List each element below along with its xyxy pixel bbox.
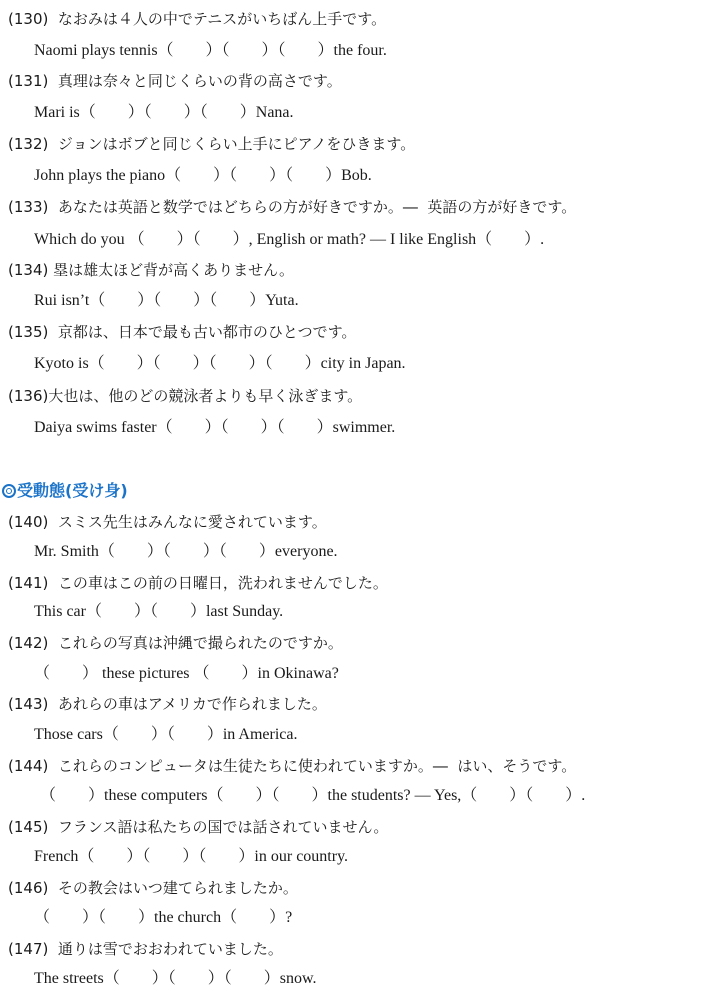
question-en-146: （ ）（ ）the church（ ）? bbox=[34, 909, 293, 926]
question-en-145: French（ ）（ ）（ ）in our country. bbox=[34, 848, 349, 865]
double-circle-icon bbox=[2, 484, 16, 498]
question-jp-140 bbox=[8, 512, 327, 532]
question-text: 真理は奈々と同じくらいの背の高さです。 bbox=[57, 72, 342, 90]
question-en-143: Those cars（ ）（ ）in America. bbox=[34, 726, 298, 743]
question-jp-134 bbox=[8, 260, 294, 280]
question-jp-132 bbox=[8, 134, 415, 154]
question-jp-146 bbox=[8, 878, 298, 898]
question-number: (136) bbox=[8, 387, 49, 405]
question-text: フランス語は私たちの国では話されていません。 bbox=[57, 818, 389, 836]
question-en-131: Mari is（ ）（ ）（ ）Nana. bbox=[34, 104, 294, 121]
question-en-144: （ ）these computers（ ）（ ）the students? ― Yes,（ ）（ ）. bbox=[40, 787, 586, 804]
question-text: 通りは雪でおおわれていました。 bbox=[57, 940, 283, 958]
question-number: (143) bbox=[8, 695, 49, 713]
question-jp-142 bbox=[8, 633, 343, 653]
question-jp-144 bbox=[8, 756, 576, 776]
question-en-133: Which do you （ ）（ ）, English or math? ― I like English（ ）. bbox=[34, 231, 545, 248]
question-number: (142) bbox=[8, 634, 49, 652]
question-number: (146) bbox=[8, 879, 49, 897]
question-jp-141 bbox=[8, 573, 388, 593]
question-text: 大也は、他のどの競泳者よりも早く泳ぎます。 bbox=[48, 387, 363, 405]
question-number: (132) bbox=[8, 135, 49, 153]
question-number: (134) bbox=[8, 261, 49, 279]
question-en-135: Kyoto is（ ）（ ）（ ）（ ）city in Japan. bbox=[34, 355, 406, 372]
question-jp-133 bbox=[8, 197, 576, 217]
question-number: (141) bbox=[8, 574, 49, 592]
question-en-134: Rui isn’t（ ）（ ）（ ）Yuta. bbox=[34, 292, 299, 309]
question-text: 京都は、日本で最も古い都市のひとつです。 bbox=[57, 323, 357, 341]
question-text: その教会はいつ建てられましたか。 bbox=[57, 879, 298, 897]
question-number: (144) bbox=[8, 757, 49, 775]
question-en-136: Daiya swims faster（ ）（ ）（ ）swimmer. bbox=[34, 419, 396, 436]
question-text: これらのコンピュータは生徒たちに使われていますか。― はい、そうです。 bbox=[57, 757, 577, 775]
question-number: (147) bbox=[8, 940, 49, 958]
question-text: この車はこの前の日曜日，洗われませんでした。 bbox=[57, 574, 388, 592]
question-number: (130) bbox=[8, 10, 49, 28]
question-text: ジョンはボブと同じくらい上手にピアノをひきます。 bbox=[57, 135, 416, 153]
question-number: (131) bbox=[8, 72, 49, 90]
question-jp-135 bbox=[8, 322, 356, 342]
question-en-147: The streets（ ）（ ）（ ）snow. bbox=[34, 970, 317, 987]
section-heading-passive-voice bbox=[2, 480, 128, 502]
question-en-140: Mr. Smith（ ）（ ）（ ）everyone. bbox=[34, 543, 338, 560]
question-text: なおみは４人の中でテニスがいちばん上手です。 bbox=[57, 10, 387, 28]
question-jp-147 bbox=[8, 939, 283, 959]
question-jp-145 bbox=[8, 817, 388, 837]
question-text: これらの写真は沖縄で撮られたのですか。 bbox=[57, 634, 343, 652]
question-en-141: This car（ ）（ ）last Sunday. bbox=[34, 603, 284, 620]
question-en-130: Naomi plays tennis（ ）（ ）（ ）the four. bbox=[34, 42, 387, 59]
question-text: スミス先生はみんなに愛されています。 bbox=[57, 513, 327, 531]
question-number: (135) bbox=[8, 323, 49, 341]
question-en-142: （ ） these pictures （ ）in Okinawa? bbox=[34, 665, 339, 682]
question-en-132: John plays the piano（ ）（ ）（ ）Bob. bbox=[34, 167, 372, 184]
question-number: (140) bbox=[8, 513, 49, 531]
question-jp-143 bbox=[8, 694, 327, 714]
section-heading-text: 受動態(受け身) bbox=[17, 481, 128, 500]
question-text: あれらの車はアメリカで作られました。 bbox=[57, 695, 327, 713]
question-number: (145) bbox=[8, 818, 49, 836]
question-jp-136 bbox=[8, 386, 362, 406]
question-jp-131 bbox=[8, 71, 342, 91]
question-number: (133) bbox=[8, 198, 49, 216]
question-jp-130 bbox=[8, 9, 386, 29]
question-text: あなたは英語と数学ではどちらの方が好きですか。― 英語の方が好きです。 bbox=[57, 198, 577, 216]
question-text: 塁は雄太ほど背が高くありません。 bbox=[53, 261, 295, 279]
